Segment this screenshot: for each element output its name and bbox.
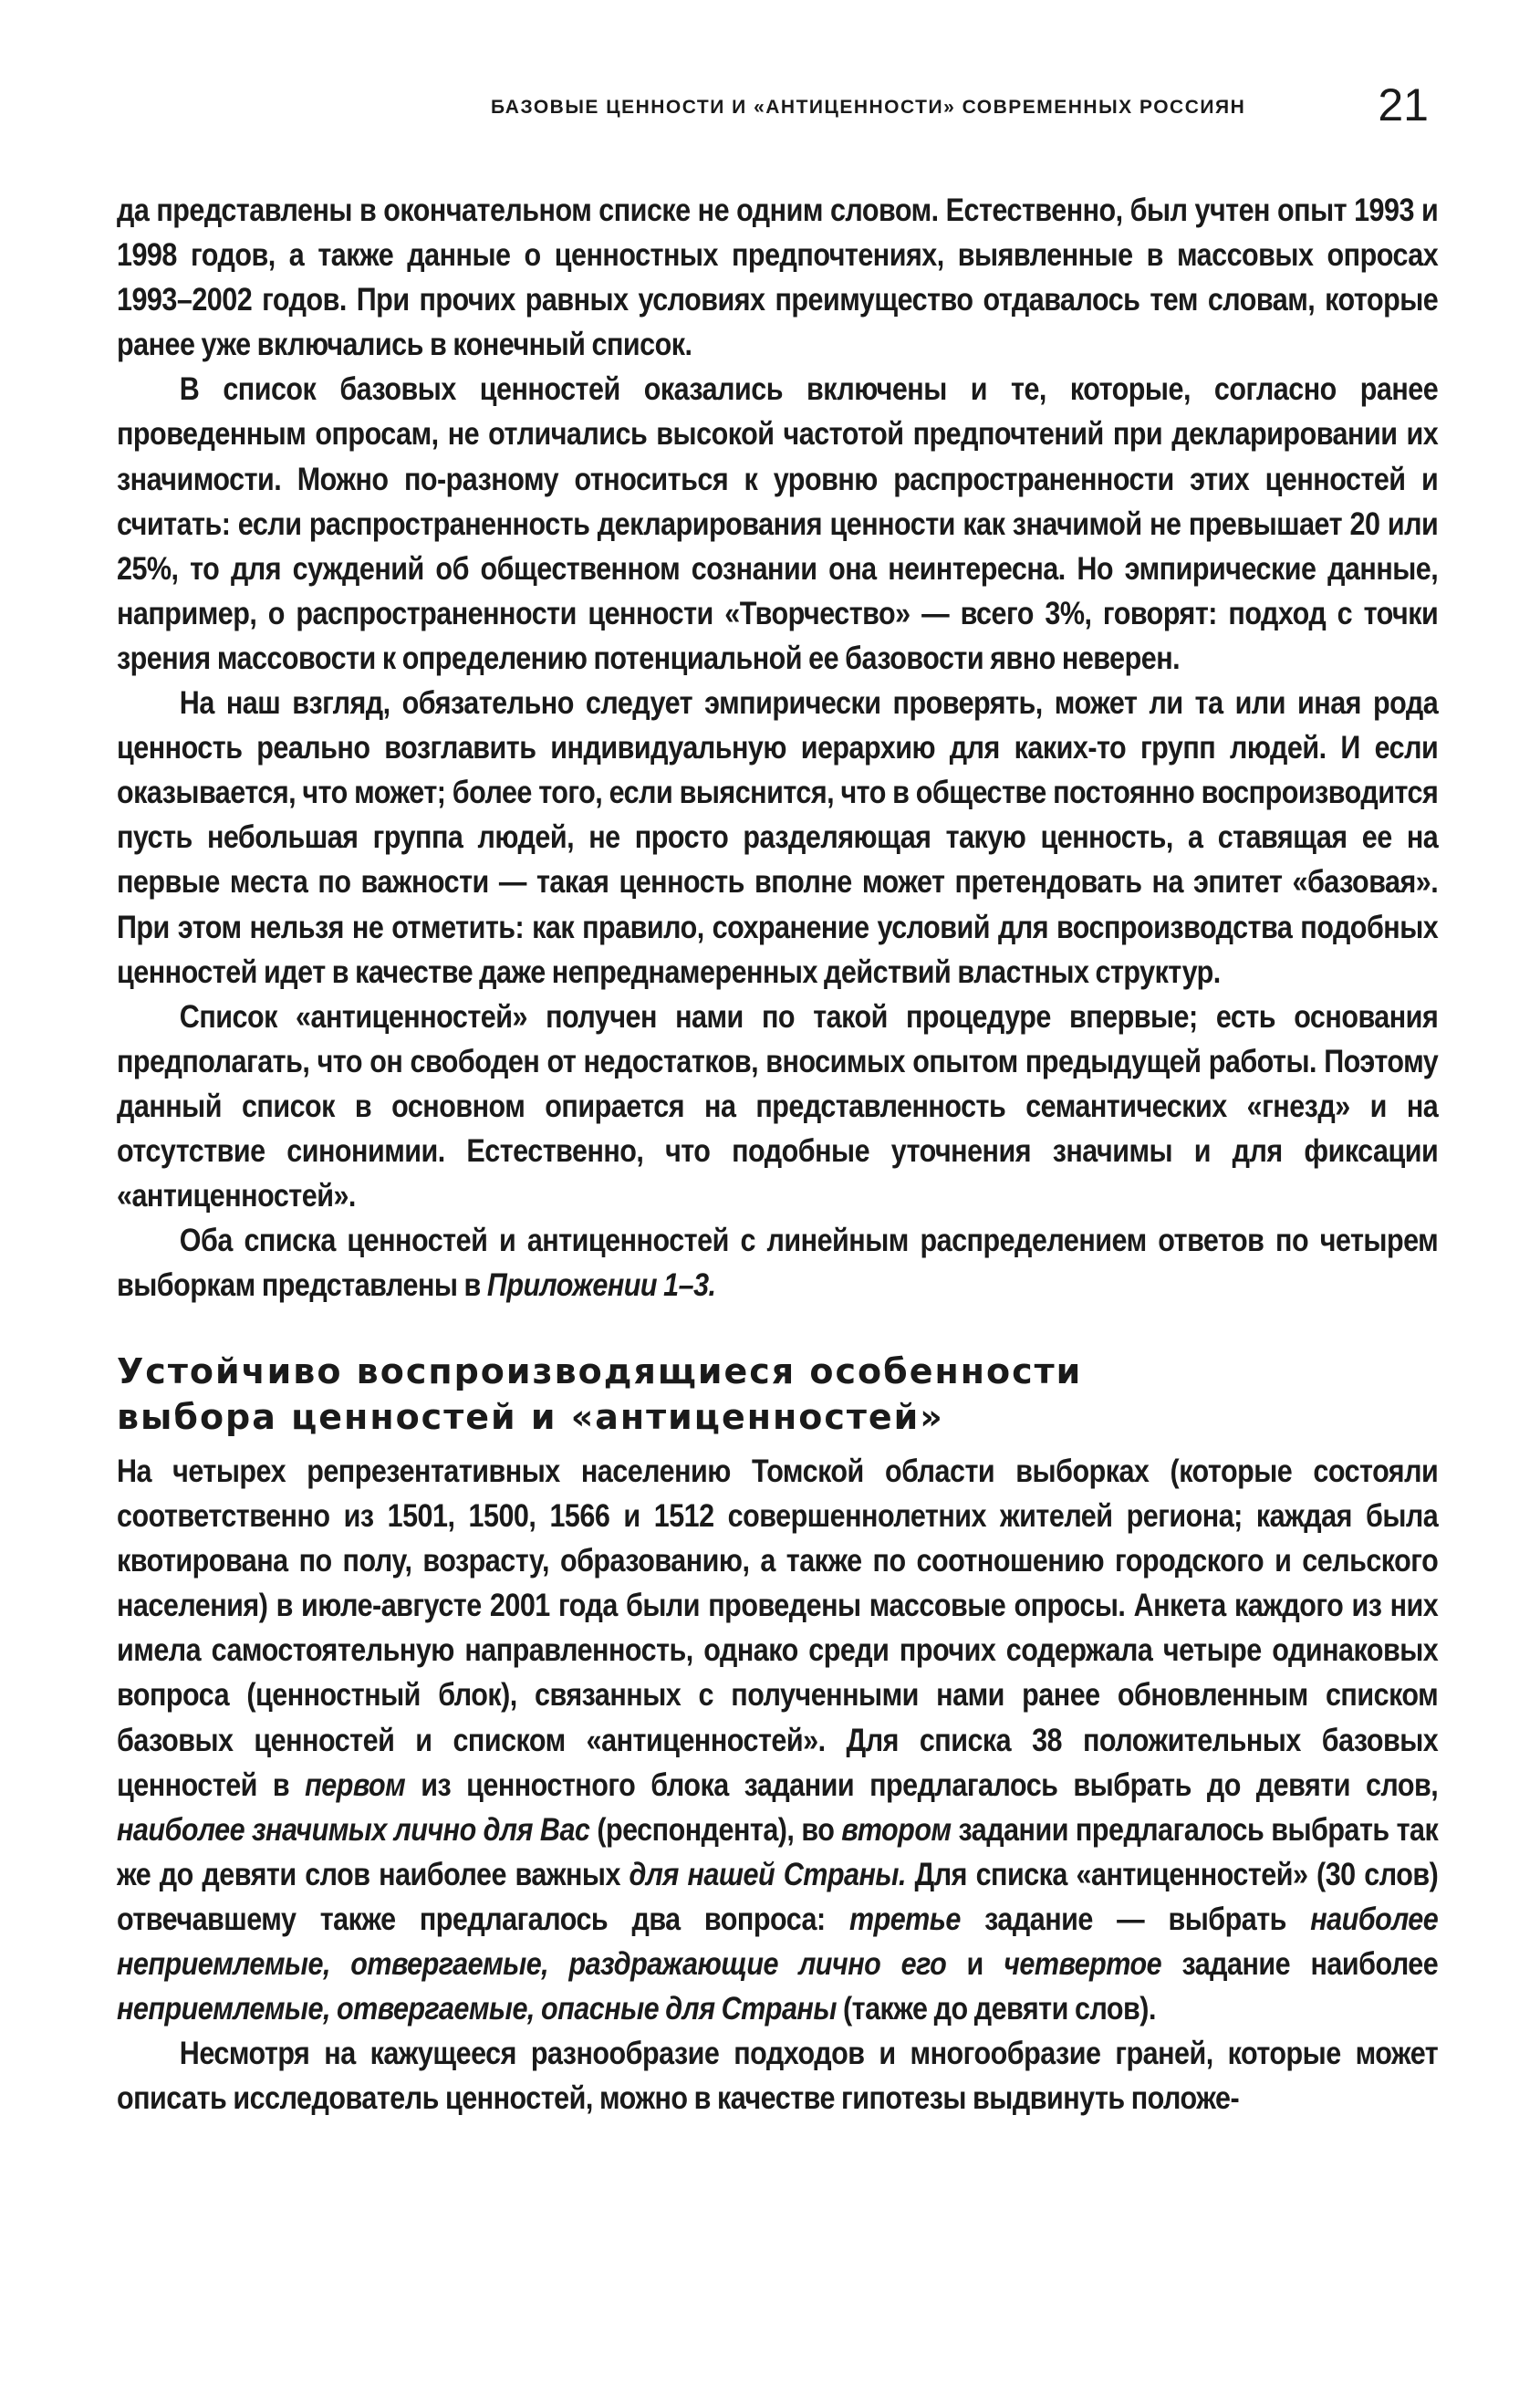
text-run: На наш взгляд, обязательно следует эмпирически проверять, может ли та или иная рода ценность реально возглавить индивидуальную иерархию для каких-то групп людей. И если оказывается, что может; более того, если выяснится, что в обществе постоянно воспроизводится пусть небольшая группа людей, не просто разделяющая такую ценность, а ставящая ее на первые места по важности — такая ценность вполне может претендовать на эпитет «базовая». При этом нельзя не отметить: как правило, сохранение условий для воспроизводства подобных ценностей идет в качестве даже непреднамеренных действий властных структур. xyxy=(117,684,1439,990)
text-run: задании предлагалось выбрать так же до девяти слов наиболее важных xyxy=(117,1810,1439,1892)
italic-text: неприемлемые, отвергаемые, опасные для Страны xyxy=(117,1990,837,2027)
text-run: Для списка «антиценностей» (30 слов) отвечавшему также предлагалось два вопроса: xyxy=(117,1855,1439,1937)
paragraph xyxy=(117,188,1438,367)
text-run: Список «антиценностей» получен нами по такой процедуре впервые; есть основания предполагать, что он свободен от недостатков, вносимых опытом предыдущей работы. Поэтому данный список в основном опирается на представленность семантических «гнезд» и на отсутствие синонимии. Естественно, что подобные уточнения значимы и для фиксации «антиценностей». xyxy=(117,997,1439,1214)
text-run: На четырех репрезентативных населению Томской области выборках (которые состояли соответственно из 1501, 1500, 1566 и 1512 совершеннолетних жителей региона; каждая была квотирована по полу, возрасту, образованию, а также по соотношению городского и сельского населения) в июле-августе 2001 года были проведены массовые опросы. Анкета каждого из них имела самостоятельную направленность, однако среди прочих содержала четыре одинаковых вопроса (ценностный блок), связанных с полученными нами ранее обновленным списком базовых ценностей и списком «антиценностей». Для списка 38 положительных базовых ценностей в xyxy=(117,1453,1439,1803)
paragraph xyxy=(117,367,1438,681)
text-run: да представлены в окончательном списке не одним словом. Естественно, был учтен опыт 1993 и 1998 годов, а также данные о ценностных предпочтениях, выявленные в массовых опросах 1993–2002 годов. При прочих равных условиях преимущество отдавалось тем словам, которые ранее уже включались в конечный список. xyxy=(117,192,1439,363)
document-page xyxy=(117,79,1439,2117)
italic-text: наиболее неприемлемые, отвергаемые, раздражающие лично его xyxy=(117,1900,1439,1983)
section-heading-line: Устойчиво воспроизводящиеся особенности xyxy=(117,1351,1083,1391)
italic-text: первом xyxy=(305,1766,406,1803)
paragraph xyxy=(117,1449,1438,2031)
paragraph xyxy=(117,2031,1438,2120)
text-run: и xyxy=(946,1945,1004,1983)
text-run: (также до девяти слов). xyxy=(836,1990,1156,2027)
italic-text: наиболее значимых лично для Вас xyxy=(117,1810,590,1848)
text-run: (респондента), во xyxy=(589,1810,842,1848)
text-run: задание наиболее xyxy=(1161,1945,1439,1983)
italic-text: четвертое xyxy=(1004,1945,1162,1983)
section-heading xyxy=(117,1349,1082,1440)
paragraph xyxy=(117,995,1438,1218)
body-text-bottom xyxy=(117,1449,1438,2120)
text-run: В список базовых ценностей оказались включены и те, которые, согласно ранее проведенным опросам, не отличались высокой частотой предпочтений при декларировании их значимости. Можно по-разному относиться к уровню распространенности этих ценностей и считать: если распространенность декларирования ценности как значимой не превышает 20 или 25%, то для суждений об общественном сознании она неинтересна. Но эмпирические данные, например, о распространенности ценности «Творчество» — всего 3%, говорят: подход с точки зрения массовости к определению потенциальной ее базовости явно неверен. xyxy=(117,370,1439,676)
italic-text: для нашей Страны. xyxy=(629,1855,906,1892)
italic-text: втором xyxy=(841,1810,952,1848)
page-number: 21 xyxy=(1378,79,1429,130)
paragraph xyxy=(117,1218,1438,1308)
running-head xyxy=(117,80,1438,153)
section-heading-line: выбора ценностей и «антиценностей» xyxy=(117,1397,944,1437)
text-run: задание — выбрать xyxy=(960,1900,1311,1937)
text-run: Оба списка ценностей и антиценностей с линейным распределением ответов по четырем выборкам представлены в xyxy=(117,1222,1439,1304)
italic-text: Приложении 1–3. xyxy=(486,1266,716,1304)
body-text-top xyxy=(117,188,1438,1308)
text-run: из ценностного блока задании предлагалось выбрать до девяти слов, xyxy=(405,1766,1439,1803)
text-run: Несмотря на кажущееся разнообразие подходов и многообразие граней, которые может описать исследователь ценностей, можно в качестве гипотезы выдвинуть положе- xyxy=(117,2035,1439,2117)
running-title: БАЗОВЫЕ ЦЕННОСТИ И «АНТИЦЕННОСТИ» СОВРЕМЕННЫХ РОССИЯН xyxy=(491,97,1246,118)
italic-text: третье xyxy=(848,1900,961,1937)
paragraph xyxy=(117,681,1438,995)
